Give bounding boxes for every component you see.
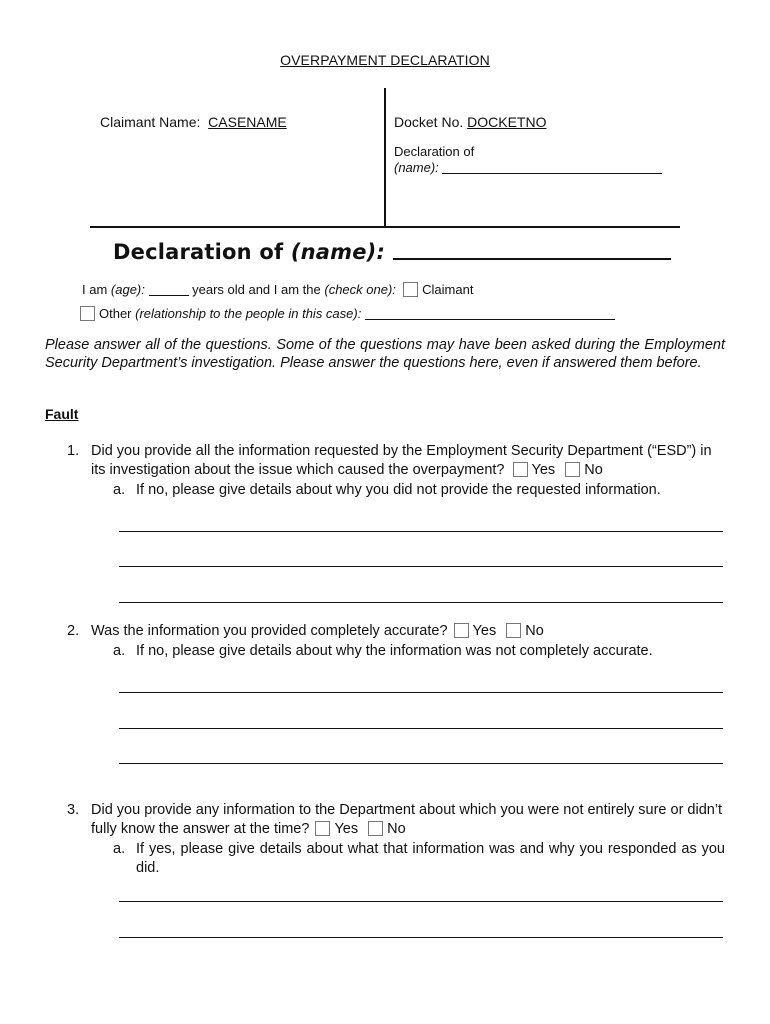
answer-line-2-2[interactable] [119,728,723,729]
declaration-heading [113,240,671,264]
answer-line-2-3[interactable] [119,763,723,764]
header-name-field[interactable] [442,173,662,174]
question-2-yes-checkbox[interactable] [454,623,469,638]
other-checkbox[interactable] [80,306,95,321]
age-field[interactable] [149,295,189,296]
question-2-yes-label: Yes [472,623,497,639]
header-declaration-of: Declaration of [394,144,475,159]
age-prefix: I am [82,282,111,297]
question-2-number: 2. [67,623,80,639]
question-2-text: Was the information you provided completely accurate? [91,623,448,639]
question-1-yes-label: Yes [531,462,556,478]
answer-line-3-1[interactable] [119,901,723,902]
docket-label: Docket No. [394,114,464,130]
question-3 [67,801,727,839]
instructions-paragraph: Please answer all of the questions. Some of the questions may have been asked during the Employment Security Department’s investigation. Please answer the questions here, even if answered them before. [45,337,725,371]
claimant-option-label: Claimant [422,282,474,297]
answer-line-3-2[interactable] [119,937,723,938]
question-1-no-label: No [584,462,603,478]
question-2a [113,642,725,661]
question-3a [113,840,725,878]
answer-line-1-1[interactable] [119,531,723,532]
question-1 [67,442,727,480]
question-3a-number: a. [113,841,126,857]
question-1a [113,481,725,500]
question-1-body [91,442,727,480]
question-1a-number: a. [113,482,126,498]
question-1-no-checkbox[interactable] [565,462,580,477]
question-2a-text: If no, please give details about why the information was not completely accurate. [136,643,653,659]
header-divider-vertical [384,88,386,228]
question-1a-text: If no, please give details about why you did not provide the requested information. [136,482,661,498]
question-1-number: 1. [67,443,80,459]
docket-value: DOCKETNO [467,114,547,130]
question-3a-text: If yes, please give details about what that information was and why you responded as you did. [136,841,725,876]
question-1-yes-checkbox[interactable] [513,462,528,477]
question-3-body [91,801,727,839]
question-3-yes-checkbox[interactable] [315,821,330,836]
header-name-row [394,160,662,175]
declaration-heading-name: (name): [290,240,386,264]
claimant-name-value: CASENAME [208,114,287,130]
declaration-name-field[interactable] [393,258,671,260]
age-row [82,282,473,297]
form-title: OVERPAYMENT DECLARATION [280,52,490,68]
header-name-label: (name): [394,160,439,175]
question-3-no-label: No [387,821,406,837]
answer-line-1-2[interactable] [119,566,723,567]
question-2 [67,622,727,641]
answer-line-2-1[interactable] [119,692,723,693]
answer-line-1-3[interactable] [119,602,723,603]
question-2-body [91,622,727,641]
question-2-no-checkbox[interactable] [506,623,521,638]
age-suffix: years old and I am the [188,282,325,297]
docket-row [394,114,546,130]
claimant-checkbox[interactable] [403,282,418,297]
section-title-fault: Fault [45,406,79,422]
check-one-label: (check one): [324,282,396,297]
header-divider-horizontal [90,226,680,228]
question-2a-number: a. [113,643,126,659]
relationship-label: (relationship to the people in this case): [135,306,362,321]
question-3-number: 3. [67,802,80,818]
question-3-yes-label: Yes [334,821,359,837]
other-row [80,306,615,321]
other-option-label: Other [99,306,132,321]
declaration-heading-text: Declaration of [113,240,291,264]
question-3-text: Did you provide any information to the Department about which you were not entirely sure or didn’t fully know the answer at the time? [91,802,723,837]
claimant-name-row [100,114,287,130]
question-1-text: Did you provide all the information requested by the Employment Security Department (“ESD”) in its investigation about the issue which caused the overpayment? [91,443,712,478]
age-label: (age): [110,282,145,297]
relationship-field[interactable] [365,319,615,320]
question-3-no-checkbox[interactable] [368,821,383,836]
claimant-name-label: Claimant Name: [100,114,201,130]
question-2-no-label: No [525,623,544,639]
